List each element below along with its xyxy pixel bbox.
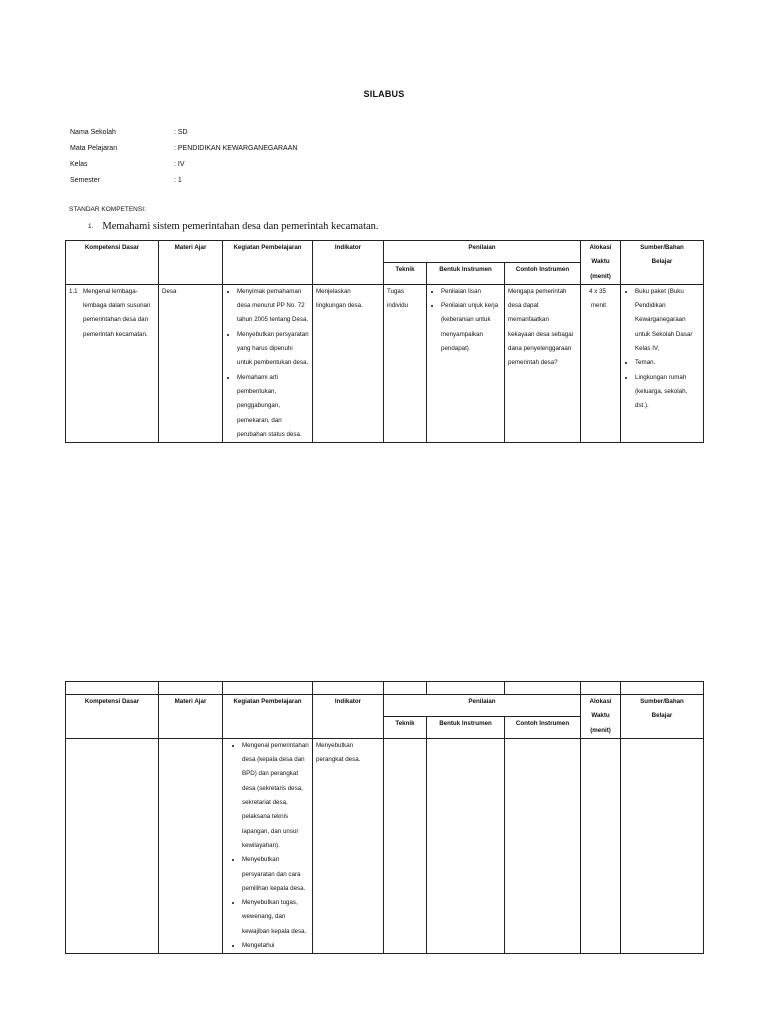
table-row (66, 738, 704, 953)
list-item: • Buku paket (Buku Pendidikan Kewarganegaraan untuk Sekolah Dasar Kelas IV, (635, 285, 700, 356)
document-title: SILABUS (363, 89, 405, 99)
sumber-line: Sumber/Bahan (640, 244, 684, 251)
header-sumber (621, 241, 704, 285)
menit-line: (menit) (590, 272, 611, 280)
menit-line: (menit) (590, 726, 611, 734)
list-item: • Penilaian unjuk kerja (keberanian untuk menyampaikan pendapat) (441, 299, 501, 356)
header-alokasi (581, 241, 621, 285)
cell-indikator: Menjelaskan lingkungan desa. (313, 284, 384, 442)
alokasi-line: Alokasi (589, 244, 612, 251)
cell-contoh (505, 738, 581, 953)
header-indikator: Indikator (313, 241, 384, 285)
cell-teknik: Tugas individu (384, 284, 427, 442)
list-item: • Penilaian lisan (441, 285, 501, 299)
cell-indikator: Menyebutkan perangkat desa. (313, 738, 384, 953)
header-penilaian: Penilaian (384, 241, 581, 263)
meta-label: Semester (70, 177, 100, 184)
silabus-table-page-2 (65, 681, 704, 954)
header-kompetensi-dasar: Kompetensi Dasar (66, 695, 159, 739)
cell-sumber (621, 738, 704, 953)
belajar-line: Belajar (651, 712, 673, 720)
cell-materi: Desa (159, 284, 223, 442)
header-penilaian: Penilaian (384, 695, 581, 717)
list-item: • Menyimak pemahaman desa menurut PP No. 72 tahun 2005 tentang Desa. (237, 285, 309, 328)
header-indikator: Indikator (313, 695, 384, 739)
cell-kompetensi-dasar (66, 738, 159, 953)
waktu-line: Waktu (591, 712, 610, 720)
header-materi-ajar: Materi Ajar (159, 695, 223, 739)
list-item: • Mengenal pemerintahan desa (kepala desa dan BPD) dan perangkat desa (sekretaris desa, sekretariat desa, pelaksana teknis lapangan, dan unsur kewilayahan). (242, 739, 309, 853)
header-bentuk: Bentuk Instrumen (427, 716, 505, 738)
header-alokasi (581, 695, 621, 739)
header-teknik: Teknik (384, 262, 427, 284)
cell-teknik (384, 738, 427, 953)
header-contoh: Contoh Instrumen (505, 262, 581, 284)
sumber-line: Sumber/Bahan (640, 698, 684, 705)
cell-kegiatan (223, 738, 313, 953)
item-text: Memahami sistem pemerintahan desa dan pemerintah kecamatan. (102, 221, 379, 232)
cell-sumber (621, 284, 704, 442)
list-item: • Mengetahui (242, 939, 309, 953)
cell-bentuk (427, 738, 505, 953)
silabus-table-page-1 (65, 240, 704, 443)
header-materi-ajar: Materi Ajar (159, 241, 223, 285)
meta-label: Nama Sekolah (70, 129, 116, 136)
header-contoh: Contoh Instrumen (505, 716, 581, 738)
cell-contoh: Mengapa pemerintah desa dapat memanfaatkan kekayaan desa sebagai dana penyelenggaraan pemerintah desa? (505, 284, 581, 442)
kd-number: 1.1 (69, 287, 78, 295)
meta-row-school (70, 125, 297, 141)
item-number: 1. (88, 223, 94, 230)
cell-kompetensi-dasar (66, 284, 159, 442)
meta-value: : IV (174, 161, 185, 168)
cell-bentuk (427, 284, 505, 442)
header-teknik: Teknik (384, 716, 427, 738)
standar-kompetensi-label: STANDAR KOMPETENSI: (69, 206, 146, 213)
cell-kegiatan (223, 284, 313, 442)
header-sumber (621, 695, 704, 739)
header-bentuk: Bentuk Instrumen (427, 262, 505, 284)
header-kegiatan: Kegiatan Pembelajaran (223, 241, 313, 285)
waktu-line: Waktu (591, 258, 610, 266)
belajar-line: Belajar (651, 258, 673, 266)
alokasi-line: Alokasi (589, 698, 612, 705)
list-item: • Menyebutkan persyaratan yang harus dipenuhi untuk pembentukan desa. (237, 328, 309, 371)
school-info (70, 125, 297, 189)
list-item: • Menyebutkan tugas, wewenang, dan kewajiban kepala desa. (242, 896, 309, 939)
meta-value: : 1 (174, 177, 182, 184)
header-kegiatan: Kegiatan Pembelajaran (223, 695, 313, 739)
meta-row-class (70, 157, 297, 173)
cell-alokasi: 4 x 35 menit (581, 284, 621, 442)
kd-text: Mengenal lembaga-lembaga dalam susunan pemerintahan desa dan pemerintah kecamatan. (83, 287, 151, 338)
cell-alokasi (581, 738, 621, 953)
meta-label: Mata Pelajaran (70, 145, 118, 152)
standar-kompetensi-item (88, 221, 379, 232)
list-item: • Lingkungan rumah (keluarga, sekolah, dst.). (635, 371, 700, 414)
meta-value: : SD (174, 129, 188, 136)
table-row (66, 284, 704, 442)
header-kompetensi-dasar: Kompetensi Dasar (66, 241, 159, 285)
list-item: • Teman. (635, 356, 700, 370)
list-item: • Menyebutkan persyaratan dan cara pemilihan kepala desa. (242, 853, 309, 896)
cell-materi (159, 738, 223, 953)
meta-label: Kelas (70, 161, 88, 168)
table-row (66, 682, 704, 695)
meta-row-subject (70, 141, 297, 157)
meta-row-semester (70, 173, 297, 189)
meta-value: : PENDIDIKAN KEWARGANEGARAAN (174, 145, 298, 152)
list-item: • Memahami arti pembentukan, penggabungan, pemekaran, dan perubahan status desa. (237, 371, 309, 442)
